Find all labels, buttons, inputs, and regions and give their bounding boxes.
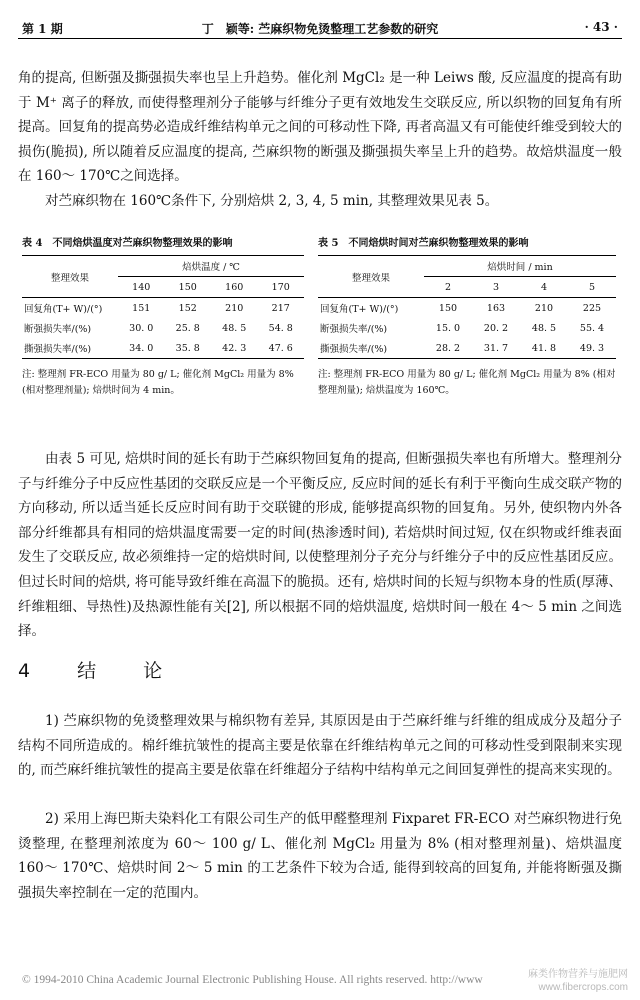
table-5-col: 5 [568,277,616,298]
cell: 41. 8 [520,338,568,359]
table-row [318,338,616,359]
cell: 49. 3 [568,338,616,359]
cell: 163 [486,302,506,314]
cell: 210 [225,302,244,314]
table-4-note: 注: 整理剂 FR-ECO 用量为 80 g/ L; 催化剂 MgCl₂ 用量为 8% (相对整理剂量); 焙烘时间为 4 min。 [22,369,294,396]
table-4-caption: 表 4 不同焙烘温度对苎麻织物整理效果的影响 [22,238,233,249]
site-watermark: 麻类作物营养与施肥网 www.fibercrops.com [528,969,628,993]
cell: 55. 4 [579,322,605,334]
table-4-grid [22,255,304,359]
cell: 47. 6 [258,338,305,359]
table-4-col: 140 [118,277,165,298]
cell: 34. 0 [118,338,165,359]
cell: 48. 5 [531,322,557,334]
paragraph-temperature-discussion: 角的提高, 但断强及撕强损失率也呈上升趋势。催化剂 MgCl₂ 是一种 Leiws 酸, 反应温度的提高有助于 M⁺ 离子的释放, 而使得整理剂分子能够与纤维分子更有效地发生交联反应, 所以织物的回复角有所提高。回复角的提高势必造成纤维结构单元之间的可移动性下降, 再者高温又有可能使纤维受到较大的损伤(脆损), 所以随着反应温度的提高, 苎麻织物的断强及撕强损失率呈上升的趋势。故焙烘温度一般在 160～ 170℃之间选择。 [18,70,622,185]
table-4-col: 150 [165,277,212,298]
cell: 54. 8 [268,322,293,334]
cell: 30. 0 [129,322,154,334]
table-5-col: 2 [424,277,472,298]
table-5-group-header: 焙烘时间 / min [424,256,616,277]
conclusion-item-2: 2) 采用上海巴斯夫染料化工有限公司生产的低甲醛整理剂 Fixparet FR-ECO 对苎麻织物进行免烫整理, 在整理剂浓度为 60～ 100 g/ L、催化剂 MgCl₂ 用量为 8% (相对整理剂量)、焙烘温度 160～ 170℃、焙烘时间 2～ 5 min 的工艺条件下较为合适, 能得到较高的回复角, 并能将断强及撕强损失率控制在一定的范围内。 [18,811,622,901]
table-5-grid [318,255,616,359]
copyright-footer: © 1994-2010 China Academic Journal Electronic Publishing House. All rights reserved. http://www [22,974,483,986]
table-4-col: 160 [211,277,258,298]
table-5-corner: 整理效果 [318,256,424,298]
issue-number: 第 1 期 [22,22,63,36]
paragraph-table5-intro: 对苎麻织物在 160℃条件下, 分别焙烘 2, 3, 4, 5 min, 其整理效果见表 5。 [45,193,499,209]
row-label: 断强损失率/(%) [24,324,92,335]
running-title: 丁 颖等: 苎麻织物免烫整理工艺参数的研究 [201,22,439,36]
table-4-corner: 整理效果 [22,256,118,298]
table-5 [318,234,616,399]
page-number: · 43 · [584,20,618,34]
cell: 20. 2 [483,322,509,334]
cell: 150 [438,302,458,314]
cell: 152 [178,302,197,314]
row-label: 撕强损失率/(%) [22,338,118,359]
cell: 151 [132,302,151,314]
conclusion-item-1: 1) 苎麻织物的免烫整理效果与棉织物有差异, 其原因是由于苎麻纤维与纤维的组成成分及超分子结构不同所造成的。棉纤维抗皱性的提高主要是依靠在纤维结构单元之间的可移动性受到限制来实现的, 而苎麻纤维抗皱性的提高主要是依靠在纤维超分子结构中结构单元之间回复弹性的提高来实现的。 [18,713,622,779]
cell: 42. 3 [211,338,258,359]
table-row [22,338,304,359]
row-label: 断强损失率/(%) [320,324,388,335]
table-5-col: 4 [520,277,568,298]
cell: 48. 5 [222,322,247,334]
cell: 31. 7 [472,338,520,359]
cell: 35. 8 [165,338,212,359]
cell: 210 [534,302,554,314]
row-label: 回复角(T+ W)/(°) [320,304,399,315]
table-5-col: 3 [472,277,520,298]
page-header [18,16,622,39]
table-row [22,298,304,319]
cell: 15. 0 [435,322,461,334]
cell: 25. 8 [175,322,200,334]
cell: 28. 2 [424,338,472,359]
table-4-col: 170 [258,277,305,298]
table-5-note: 注: 整理剂 FR-ECO 用量为 80 g/ L; 催化剂 MgCl₂ 用量为 8% (相对整理剂量); 焙烘温度为 160℃。 [318,369,616,396]
table-4-group-header: 焙烘温度 / ℃ [118,256,304,277]
section-heading-conclusion: 4 结 论 [18,660,177,682]
row-label: 回复角(T+ W)/(°) [24,304,103,315]
table-row [318,318,616,338]
cell: 225 [582,302,602,314]
table-4 [22,234,304,399]
table-row [22,318,304,338]
row-label: 撕强损失率/(%) [318,338,424,359]
cell: 217 [271,302,290,314]
table-row [318,298,616,319]
table-5-caption: 表 5 不同焙烘时间对苎麻织物整理效果的影响 [318,238,529,249]
paragraph-time-discussion: 由表 5 可见, 焙烘时间的延长有助于苎麻织物回复角的提高, 但断强损失率也有所增大。整理剂分子与纤维分子中反应性基团的交联反应是一个平衡反应, 反应时间的延长有利于平衡向生成交联产物的方向移动, 所以适当延长反应时间有助于交联键的形成, 能够提高织物的回复角。另外, 使织物内外各部分纤维都具有相同的焙烘温度需要一定的时间(热渗透时间), 若焙烘时间过短, 仅在织物或纤维表面发生了交联反应, 故必须维持一定的焙烘时间, 以使整理剂分子充分与纤维分子中的反应性基团反应。但过长时间的焙烘, 将可能导致纤维在高温下的脆损。还有, 焙烘时间的长短与织物本身的性质(厚薄、纤维粗细、导热性)及热源性能有关[2], 所以根据不同的焙烘温度, 焙烘时间一般在 4～ 5 min 之间选择。 [18,451,622,640]
